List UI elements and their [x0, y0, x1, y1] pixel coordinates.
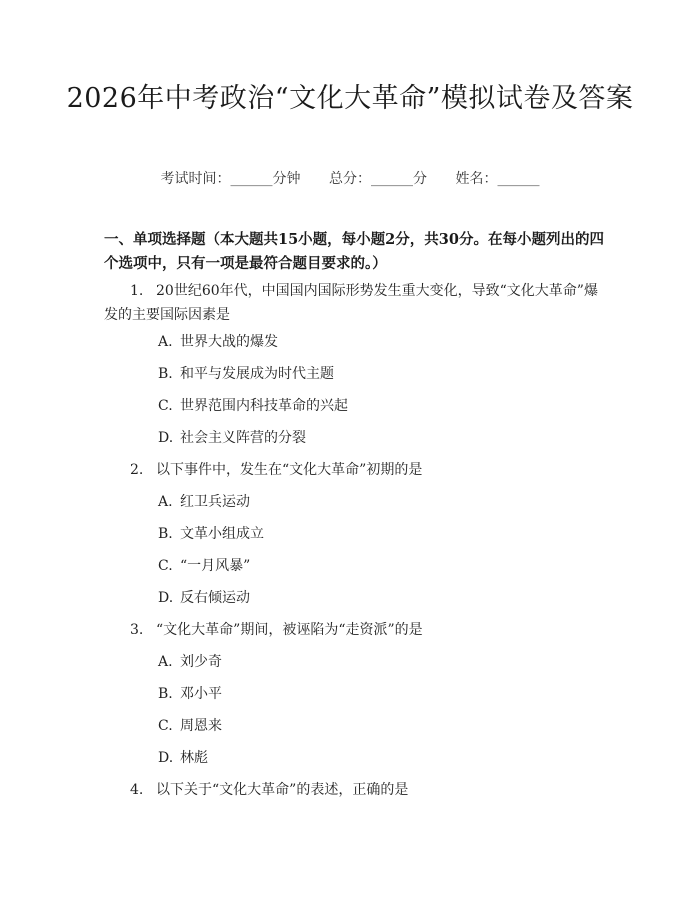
- option-label: B.: [158, 366, 173, 382]
- option-1d: [158, 428, 306, 448]
- page-title: 2026年中考政治“文化大革命”模拟试卷及答案: [66, 83, 634, 114]
- exam-time: 考试时间：______分钟: [160, 171, 301, 187]
- question-4: [104, 778, 604, 802]
- option-1c: [158, 396, 348, 416]
- option-text: 林彪: [180, 750, 208, 766]
- option-text: 红卫兵运动: [180, 494, 250, 510]
- question-number: 4.: [130, 782, 144, 798]
- question-1: [104, 279, 604, 327]
- question-text: “文化大革命”期间，被诬陷为“走资派”的是: [156, 622, 423, 638]
- option-3a: [158, 652, 222, 672]
- section-heading: 一、单项选择题（本大题共15小题，每小题2分，共30分。在每小题列出的四个选项中，只有一项是最符合题目要求的。）: [104, 231, 604, 272]
- option-1a: [158, 332, 278, 352]
- option-label: A.: [158, 494, 173, 510]
- option-label: C.: [158, 558, 173, 574]
- option-label: D.: [158, 590, 174, 606]
- option-2c: [158, 556, 250, 576]
- question-2: [104, 458, 604, 482]
- option-text: “一月风暴”: [180, 558, 251, 574]
- option-label: B.: [158, 526, 173, 542]
- option-label: D.: [158, 430, 174, 446]
- option-2a: [158, 492, 250, 512]
- option-text: 社会主义阵营的分裂: [180, 430, 306, 446]
- option-text: 世界大战的爆发: [180, 334, 278, 350]
- exam-score: 总分：______分: [329, 171, 427, 187]
- option-text: 文革小组成立: [180, 526, 264, 542]
- option-label: D.: [158, 750, 174, 766]
- option-1b: [158, 364, 334, 384]
- option-label: A.: [158, 654, 173, 670]
- option-label: C.: [158, 718, 173, 734]
- option-label: C.: [158, 398, 173, 414]
- option-text: 和平与发展成为时代主题: [180, 366, 334, 382]
- question-number: 2.: [130, 462, 144, 478]
- option-text: 邓小平: [180, 686, 222, 702]
- option-label: A.: [158, 334, 173, 350]
- option-2b: [158, 524, 264, 544]
- exam-name: 姓名：______: [455, 171, 540, 187]
- option-3d: [158, 748, 208, 768]
- option-text: 周恩来: [180, 718, 222, 734]
- option-2d: [158, 588, 250, 608]
- option-label: B.: [158, 686, 173, 702]
- exam-meta: [0, 168, 700, 188]
- question-text: 以下关于“文化大革命”的表述，正确的是: [156, 782, 409, 798]
- option-text: 刘少奇: [180, 654, 222, 670]
- option-3b: [158, 684, 222, 704]
- option-3c: [158, 716, 222, 736]
- question-number: 3.: [130, 622, 144, 638]
- question-text: 以下事件中，发生在“文化大革命”初期的是: [156, 462, 423, 478]
- option-text: 反右倾运动: [180, 590, 250, 606]
- question-3: [104, 618, 604, 642]
- option-text: 世界范围内科技革命的兴起: [180, 398, 348, 414]
- question-text: 20世纪60年代，中国国内国际形势发生重大变化，导致“文化大革命”爆发的主要国际因素是: [104, 283, 598, 323]
- question-number: 1.: [130, 283, 144, 299]
